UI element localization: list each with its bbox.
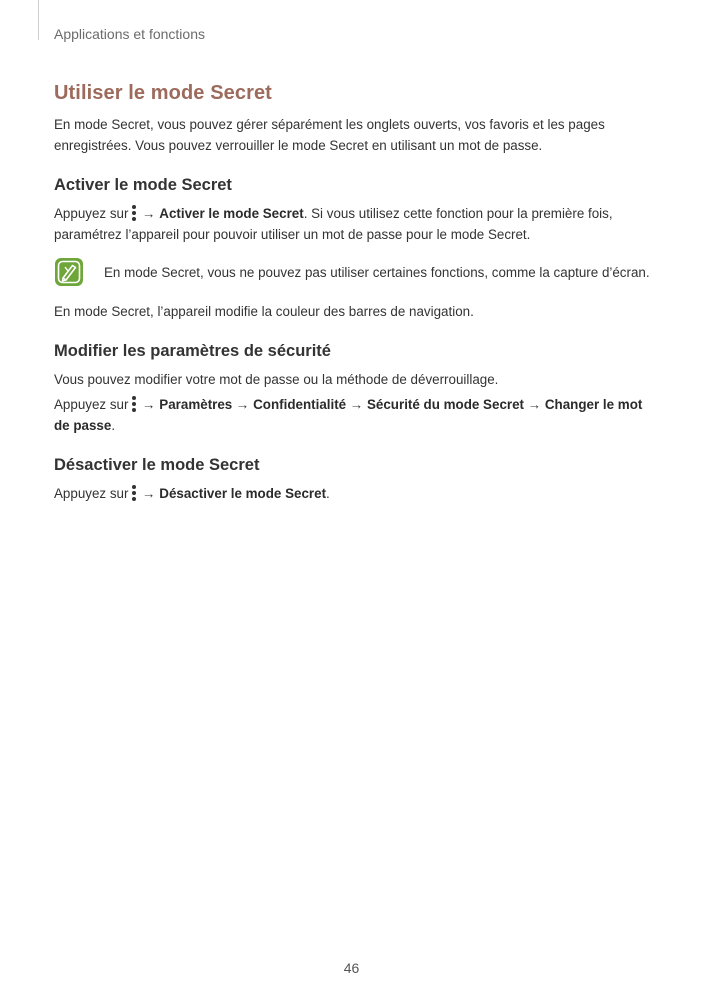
security-instruction [54,394,654,436]
step-confidentialite: Confidentialité [253,397,347,412]
intro-paragraph: En mode Secret, vous pouvez gérer séparément les onglets ouverts, vos favoris et les pages enregistrées. Vous pouvez verrouiller le mode Secret en utilisant un mot de passe. [54,117,605,153]
step-securite: Sécurité du mode Secret [366,397,525,412]
tap-text: Appuyez sur [54,206,129,221]
deactivate-heading: Désactiver le mode Secret [54,456,260,474]
activate-heading: Activer le mode Secret [54,176,232,194]
activate-rest: . Si vous utilisez cette fonction pour la première fois, paramétrez l’appareil pour pouvoir utiliser un mot de passe pour le mode Secret. [54,206,613,242]
activate-action: Activer le mode Secret [159,206,304,221]
step-changer-mot-de-passe: Changer le mot de passe [54,397,643,433]
more-options-icon [132,396,136,412]
deactivate-instruction [54,483,654,504]
arrow: → [349,397,364,412]
page-number: 46 [343,960,360,976]
note-text: En mode Secret, vous ne pouvez pas utiliser certaines fonctions, comme la capture d’écran. [104,264,650,280]
deactivate-action: Désactiver le mode Secret [159,486,327,501]
note-box [54,257,654,287]
navigation-note: En mode Secret, l’appareil modifie la couleur des barres de navigation. [54,304,474,319]
header-rule [38,0,39,40]
arrow: → [142,206,156,221]
arrow: → [236,397,250,412]
note-pencil-icon [54,257,84,287]
period: . [111,418,116,433]
security-heading: Modifier les paramètres de sécurité [54,342,331,360]
section-header: Applications et fonctions [54,26,205,42]
more-options-icon [132,485,136,501]
step-parametres: Paramètres [159,397,233,412]
security-description: Vous pouvez modifier votre mot de passe ou la méthode de déverrouillage. [54,372,499,387]
more-options-icon [132,205,136,221]
page-content [54,82,654,504]
arrow: → [527,397,542,412]
tap-text: Appuyez sur [54,486,129,501]
tap-text: Appuyez sur [54,397,129,412]
arrow: → [142,486,156,501]
period: . [326,486,330,501]
activate-instruction [54,203,654,245]
arrow: → [142,397,156,412]
page-title: Utiliser le mode Secret [54,82,272,104]
